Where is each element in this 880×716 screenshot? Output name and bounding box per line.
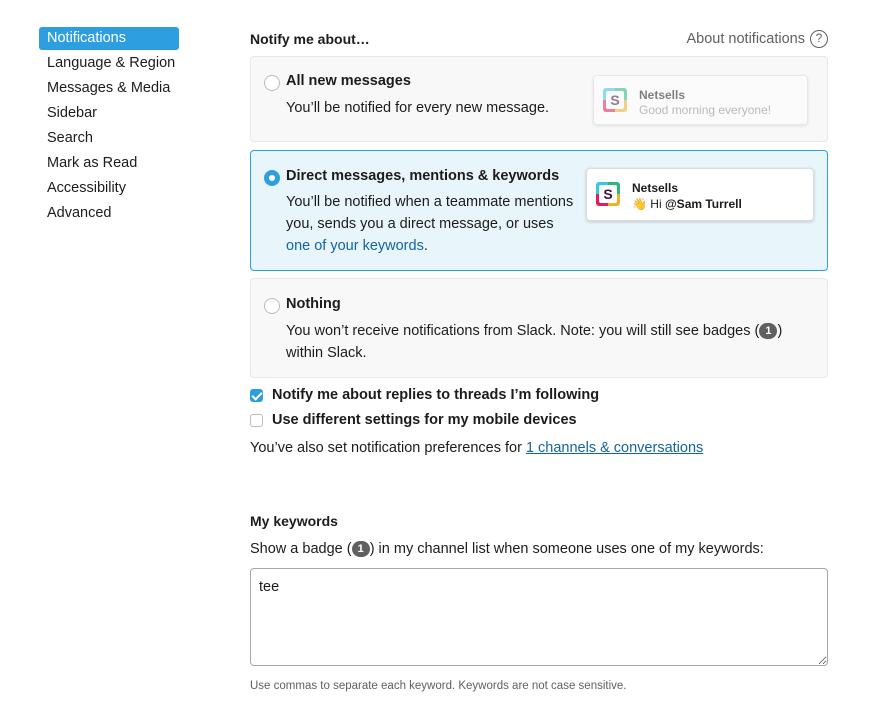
notifications-panel [250, 27, 828, 378]
slack-logo-icon: S [596, 182, 620, 206]
mobile-settings-checkbox-row[interactable] [250, 412, 577, 428]
threads-replies-checkbox-row[interactable] [250, 387, 599, 403]
preview-message [632, 197, 742, 211]
option-description-end: . [423, 238, 428, 254]
sidebar-item-accessibility[interactable]: Accessibility [47, 180, 126, 196]
mobile-settings-label: Use different settings for my mobile devices [272, 412, 577, 428]
keywords-title: My keywords [250, 513, 338, 529]
radio-nothing[interactable] [264, 298, 280, 314]
keywords-link[interactable]: one of your keywords [286, 238, 424, 254]
sidebar-item-messages-media[interactable]: Messages & Media [47, 80, 171, 96]
about-notifications-label: About notifications [686, 31, 805, 47]
channel-preferences-text: You’ve also set notification preferences for [250, 440, 526, 456]
notify-header [250, 27, 828, 51]
wave-icon: 👋 [632, 197, 647, 211]
preview-workspace-name: Netsells [632, 181, 679, 195]
notification-preview [586, 168, 814, 221]
radio-direct-mentions-keywords[interactable] [264, 170, 280, 186]
preview-message-prefix: Hi [650, 197, 662, 211]
sidebar-item-notifications[interactable]: Notifications [39, 27, 179, 50]
option-description [286, 320, 816, 364]
option-description-line: within Slack. [286, 345, 367, 361]
help-icon: ? [810, 30, 828, 48]
preview-message: Good morning everyone! [639, 103, 772, 117]
preview-mention: @Sam Turrell [664, 197, 742, 211]
radio-all-new-messages[interactable] [264, 75, 280, 91]
sidebar-item-search[interactable]: Search [47, 130, 93, 146]
keywords-description [250, 541, 764, 557]
sidebar-item-advanced[interactable]: Advanced [47, 205, 112, 221]
notification-preview [593, 75, 808, 125]
about-notifications-link[interactable] [687, 27, 829, 51]
sidebar-item-language-region[interactable]: Language & Region [47, 55, 176, 71]
option-description-line: you, sends you a direct message, or uses [286, 216, 554, 232]
option-all-new-messages[interactable] [250, 56, 828, 142]
keywords-description-start: Show a badge ( [250, 541, 352, 557]
keywords-description-end: ) in my channel list when someone uses one of my keywords: [369, 541, 764, 557]
settings-sidebar [39, 27, 179, 227]
option-title: Direct messages, mentions & keywords [286, 168, 560, 184]
threads-replies-checkbox[interactable] [250, 389, 263, 402]
option-description [286, 191, 573, 257]
option-title: Nothing [286, 296, 341, 312]
badge-example: 1 [759, 323, 777, 339]
notify-title: Notify me about… [250, 31, 370, 47]
channel-preferences-note [250, 440, 703, 456]
sidebar-item-sidebar[interactable]: Sidebar [47, 105, 97, 121]
option-description-line: You’ll be notified when a teammate mentions [286, 194, 574, 210]
option-title: All new messages [286, 73, 411, 89]
threads-replies-label: Notify me about replies to threads I’m following [272, 387, 600, 403]
mobile-settings-checkbox[interactable] [250, 414, 263, 427]
slack-logo-icon: S [603, 88, 627, 112]
keywords-hint: Use commas to separate each keyword. Keywords are not case sensitive. [250, 680, 627, 692]
option-direct-mentions-keywords[interactable] [250, 150, 828, 271]
option-description-line-end: ) [777, 323, 783, 339]
channel-preferences-link[interactable]: 1 channels & conversations [525, 440, 704, 456]
preview-workspace-name: Netsells [639, 88, 686, 102]
sidebar-item-mark-as-read[interactable]: Mark as Read [47, 155, 138, 171]
badge-example: 1 [352, 541, 370, 557]
option-description-line: You won’t receive notifications from Slack. Note: you will still see badges ( [286, 323, 760, 339]
option-description: You’ll be notified for every new message. [286, 100, 550, 116]
option-nothing[interactable] [250, 278, 828, 378]
keywords-input[interactable] [250, 568, 828, 666]
